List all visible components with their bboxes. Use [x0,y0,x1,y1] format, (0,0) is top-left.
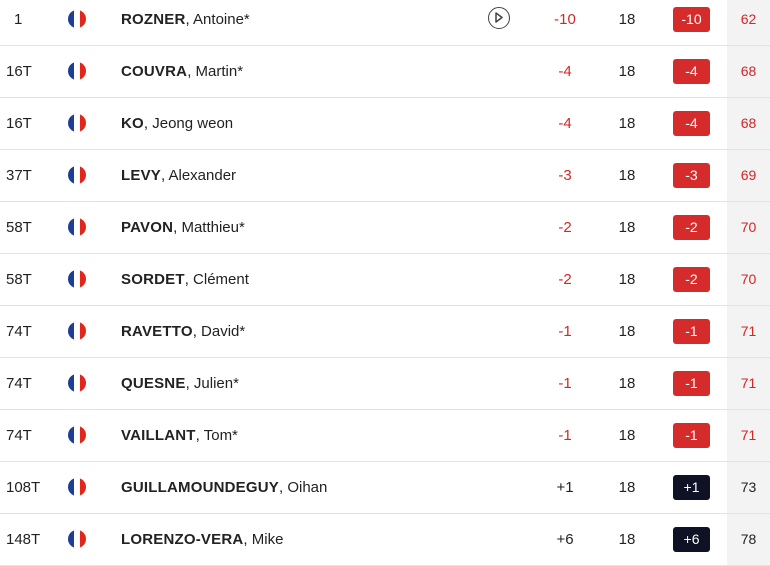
round-score: 71 [727,410,770,461]
round-score: 68 [727,98,770,149]
player-name[interactable] [121,46,243,97]
player-name[interactable] [121,98,233,149]
position: 1 [14,11,23,28]
france-flag-icon [68,166,86,184]
player-first-name: , David* [192,323,246,340]
round-score: 71 [727,306,770,357]
to-par: -10 [554,11,576,28]
thru: 18 [618,427,636,444]
player-last-name: RAVETTO [121,323,193,340]
round-score: 69 [727,150,770,201]
position: 74T [6,427,32,444]
france-flag-icon [68,270,86,288]
player-first-name: , Mike [243,531,284,548]
player-first-name: , Tom* [195,427,238,444]
position: 16T [6,115,32,132]
today-badge: -1 [673,371,710,396]
france-flag-icon [68,218,86,236]
player-row[interactable] [0,254,770,306]
today-badge: -2 [673,267,710,292]
player-first-name: , Alexander [160,167,237,184]
france-flag-icon [68,10,86,28]
player-name[interactable] [121,202,245,253]
play-circle-icon[interactable] [488,7,510,29]
player-name[interactable] [121,254,249,305]
player-last-name: PAVON [121,219,174,236]
player-last-name: LEVY [121,167,161,184]
to-par: -3 [558,167,572,184]
thru: 18 [618,115,636,132]
position: 74T [6,375,32,392]
france-flag-icon [68,530,86,548]
round-score: 73 [727,462,770,513]
to-par: +6 [556,531,574,548]
thru: 18 [618,531,636,548]
player-row[interactable] [0,514,770,566]
player-name[interactable] [121,150,236,201]
today-badge: -1 [673,423,710,448]
player-last-name: ROZNER [121,11,186,28]
player-row[interactable] [0,358,770,410]
thru: 18 [618,323,636,340]
today-badge: +6 [673,527,710,552]
to-par: -1 [558,323,572,340]
position: 37T [6,167,32,184]
position: 74T [6,323,32,340]
player-last-name: COUVRA [121,63,188,80]
france-flag-icon [68,114,86,132]
round-score: 70 [727,202,770,253]
france-flag-icon [68,322,86,340]
player-name[interactable] [121,0,250,45]
position: 16T [6,63,32,80]
thru: 18 [618,219,636,236]
thru: 18 [618,63,636,80]
player-row[interactable] [0,98,770,150]
to-par: -1 [558,427,572,444]
thru: 18 [618,271,636,288]
to-par: -4 [558,63,572,80]
to-par: -1 [558,375,572,392]
france-flag-icon [68,62,86,80]
player-first-name: , Clément [184,271,249,288]
player-first-name: , Julien* [185,375,239,392]
today-badge: -3 [673,163,710,188]
player-last-name: LORENZO-VERA [121,531,244,548]
player-row[interactable] [0,410,770,462]
today-badge: -10 [673,7,710,32]
player-name[interactable] [121,462,327,513]
thru: 18 [618,375,636,392]
thru: 18 [618,11,636,28]
round-score: 62 [727,0,770,45]
thru: 18 [618,167,636,184]
player-last-name: SORDET [121,271,185,288]
player-name[interactable] [121,410,238,461]
player-row[interactable] [0,202,770,254]
player-first-name: , Antoine* [185,11,250,28]
player-name[interactable] [121,358,239,409]
position: 58T [6,271,32,288]
position: 58T [6,219,32,236]
to-par: -4 [558,115,572,132]
round-score: 70 [727,254,770,305]
position: 108T [6,479,41,496]
player-last-name: QUESNE [121,375,186,392]
today-badge: -1 [673,319,710,344]
to-par: +1 [556,479,574,496]
france-flag-icon [68,478,86,496]
player-first-name: , Jeong weon [143,115,234,132]
player-last-name: VAILLANT [121,427,196,444]
round-score: 68 [727,46,770,97]
to-par: -2 [558,271,572,288]
player-first-name: , Matthieu* [173,219,245,236]
player-last-name: GUILLAMOUNDEGUY [121,479,279,496]
thru: 18 [618,479,636,496]
today-badge: -4 [673,111,710,136]
player-row[interactable] [0,0,770,46]
player-row[interactable] [0,306,770,358]
player-row[interactable] [0,150,770,202]
round-score: 78 [727,514,770,565]
player-last-name: KO [121,115,144,132]
player-first-name: , Oihan [279,479,328,496]
player-row[interactable] [0,462,770,514]
today-badge: -2 [673,215,710,240]
france-flag-icon [68,374,86,392]
player-name[interactable] [121,306,245,357]
round-score: 71 [727,358,770,409]
player-row[interactable] [0,46,770,98]
player-name[interactable] [121,514,283,565]
today-badge: +1 [673,475,710,500]
today-badge: -4 [673,59,710,84]
to-par: -2 [558,219,572,236]
france-flag-icon [68,426,86,444]
player-first-name: , Martin* [187,63,244,80]
position: 148T [6,531,41,548]
